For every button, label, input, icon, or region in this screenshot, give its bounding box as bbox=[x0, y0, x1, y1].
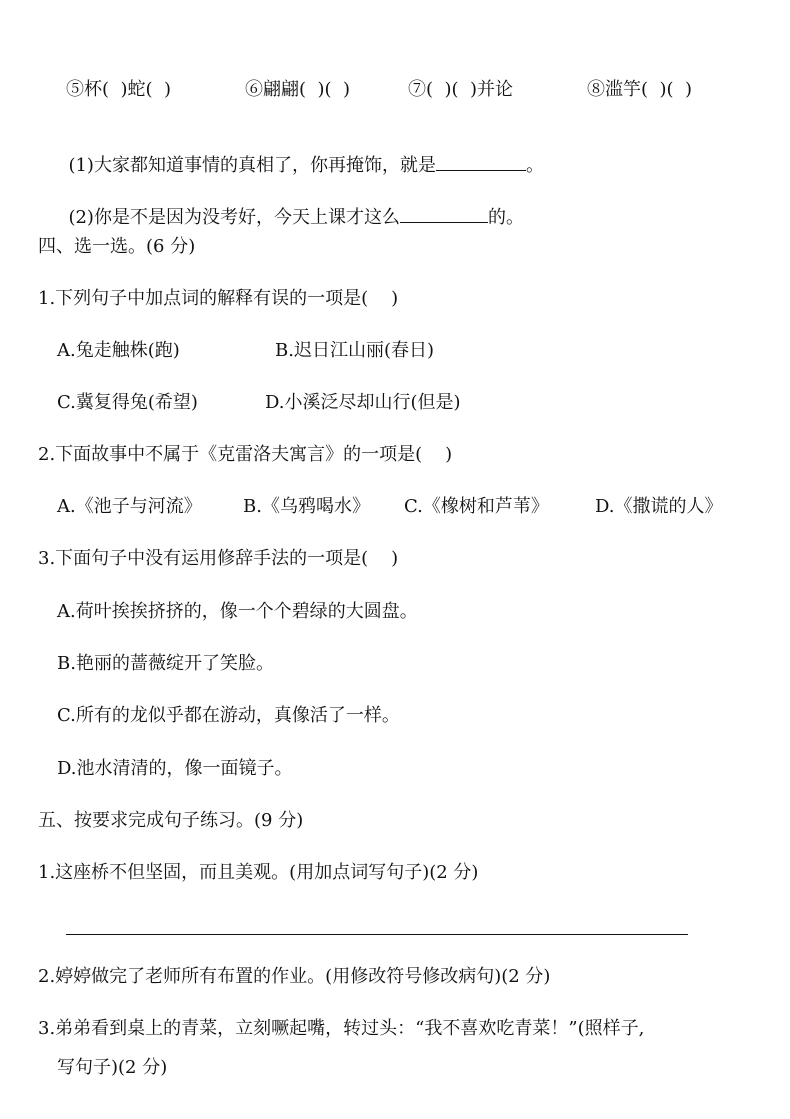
idiom-5: ⑤杯( )蛇( ) bbox=[66, 79, 171, 100]
fill-sentence-2 bbox=[57, 184, 524, 229]
fill-sentence-1-end: 。 bbox=[525, 155, 544, 176]
section-4-heading: 四、选一选。(6 分) bbox=[38, 236, 196, 257]
question-4-2-stem: 2.下面故事中不属于《克雷洛夫寓言》的一项是( ) bbox=[38, 444, 453, 465]
question-5-2: 2.婷婷做完了老师所有布置的作业。(用修改符号修改病句)(2 分) bbox=[38, 966, 551, 987]
option-4-3-c: C.所有的龙似乎都在游动，真像活了一样。 bbox=[57, 705, 400, 726]
answer-line[interactable] bbox=[66, 934, 688, 935]
option-4-2-a: A.《池子与河流》 bbox=[57, 496, 202, 517]
option-4-2-d: D.《撒谎的人》 bbox=[595, 496, 723, 517]
fill-sentence-2-text: (2)你是不是因为没考好，今天上课才这么 bbox=[68, 207, 400, 228]
option-4-1-a: A.兔走触株(跑) bbox=[57, 340, 180, 361]
answer-blank[interactable] bbox=[400, 206, 488, 223]
idiom-7: ⑦( )( )并论 bbox=[408, 79, 513, 100]
option-4-2-c: C.《橡树和芦苇》 bbox=[404, 496, 549, 517]
option-4-3-b: B.艳丽的蔷薇绽开了笑脸。 bbox=[57, 653, 274, 674]
option-4-1-b: B.迟日江山丽(春日) bbox=[275, 340, 434, 361]
section-5-heading: 五、按要求完成句子练习。(9 分) bbox=[38, 810, 304, 831]
answer-blank[interactable] bbox=[436, 154, 526, 171]
idiom-6: ⑥翩翩( )( ) bbox=[245, 79, 350, 100]
idiom-8: ⑧滥竽( )( ) bbox=[587, 79, 692, 100]
fill-sentence-1 bbox=[57, 132, 544, 177]
option-4-1-d: D.小溪泛尽却山行(但是) bbox=[265, 392, 461, 413]
question-4-3-stem: 3.下面句子中没有运用修辞手法的一项是( ) bbox=[38, 548, 399, 569]
option-4-3-a: A.荷叶挨挨挤挤的，像一个个碧绿的大圆盘。 bbox=[57, 601, 418, 622]
option-4-3-d: D.池水清清的，像一面镜子。 bbox=[57, 758, 293, 779]
fill-sentence-2-end: 的。 bbox=[487, 207, 524, 228]
question-5-1: 1.这座桥不但坚固，而且美观。(用加点词写句子)(2 分) bbox=[38, 862, 479, 883]
question-4-1-stem: 1.下列句子中加点词的解释有误的一项是( ) bbox=[38, 288, 399, 309]
question-5-3-line-2: 写句子)(2 分) bbox=[57, 1057, 168, 1078]
option-4-2-b: B.《乌鸦喝水》 bbox=[243, 496, 370, 517]
option-4-1-c: C.冀复得兔(希望) bbox=[57, 392, 198, 413]
question-5-3-line-1: 3.弟弟看到桌上的青菜，立刻噘起嘴，转过头：“我不喜欢吃青菜！”(照样子, bbox=[38, 1018, 645, 1039]
fill-sentence-1-text: (1)大家都知道事情的真相了，你再掩饰，就是 bbox=[68, 155, 436, 176]
